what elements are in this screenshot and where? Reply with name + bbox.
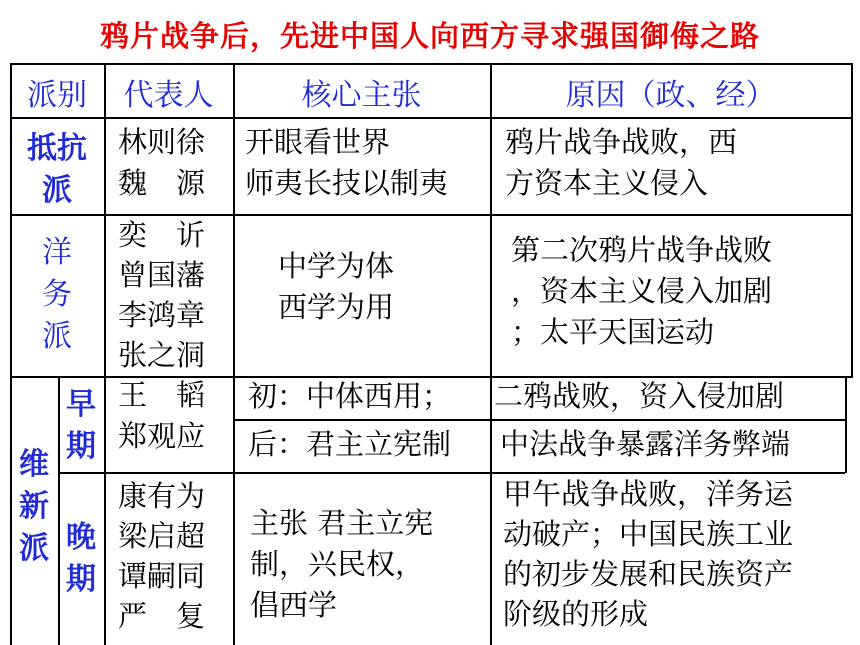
- people-resistance: 林则徐 魏 源: [118, 125, 206, 200]
- header-faction: 派别: [27, 78, 87, 113]
- proposition-reform-early-1: 初：中体西用；: [248, 379, 452, 413]
- reason-resistance: 鸦片战争战败，西 方资本主义侵入: [505, 125, 738, 200]
- reason-reform-early-1: 二鸦战败，资入侵加剧: [494, 379, 785, 413]
- reason-reform-late: 甲午战争战败，洋务运 动破产；中国民族工业 的初步发展和民族资产 阶级的形成: [503, 477, 794, 631]
- reason-reform-early-2: 中法战争暴露洋务弊端: [500, 427, 791, 461]
- proposition-resistance: 开眼看世界 师夷长技以制夷: [245, 125, 449, 200]
- faction-reform: 维 新 派: [19, 447, 49, 566]
- header-representatives: 代表人: [123, 78, 214, 113]
- proposition-westernization: 中学为体 西学为用: [278, 249, 395, 324]
- page-title: 鸦片战争后，先进中国人向西方寻求强国御侮之路: [99, 19, 760, 53]
- header-proposition: 核心主张: [301, 78, 422, 113]
- faction-westernization: 洋 务 派: [42, 235, 72, 354]
- reason-westernization: 第二次鸦片战争战败 ，资本主义侵入加剧 ；太平天国运动: [511, 233, 773, 349]
- people-westernization: 奕 䜣 曾国藩 李鸿章 张之洞: [118, 218, 206, 372]
- proposition-reform-late: 主张 君主立宪 制，兴民权， 倡西学: [250, 506, 434, 622]
- proposition-reform-early-2: 后：君主立宪制: [248, 427, 452, 461]
- faction-resistance: 抵抗 派: [27, 131, 87, 208]
- reform-early-label: 早 期: [66, 387, 96, 464]
- people-reform-early: 王 韬 郑观应: [118, 378, 206, 453]
- reform-late-label: 晚 期: [66, 520, 96, 597]
- people-reform-late: 康有为 梁启超 谭嗣同 严 复: [118, 479, 206, 633]
- header-reason: 原因（政、经）: [565, 78, 776, 113]
